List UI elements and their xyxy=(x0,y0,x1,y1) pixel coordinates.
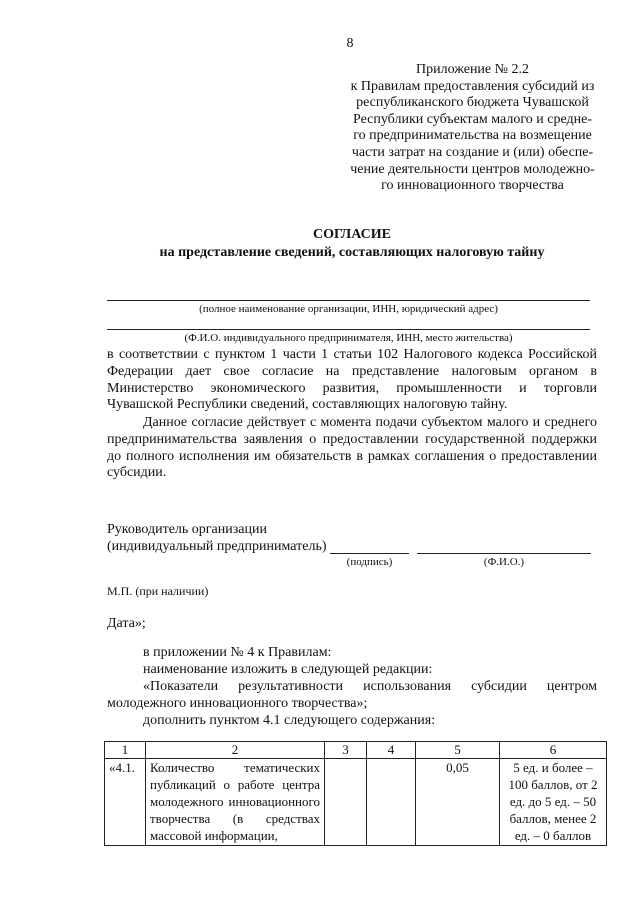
page-number: 8 xyxy=(346,36,354,51)
annex-line: го предпринимательства на возмещение xyxy=(353,128,592,144)
table-cell-empty xyxy=(325,759,367,846)
document-heading xyxy=(107,226,597,262)
date-label: Дата»; xyxy=(107,616,146,631)
table-cell-scores: 5 ед. и более – 100 баллов, от 2 ед. до 5 ед. – 50 баллов, менее 2 ед. – 0 баллов xyxy=(500,759,607,846)
signature-line xyxy=(330,553,409,554)
table-header-cell: 4 xyxy=(367,742,416,759)
table-header-cell: 5 xyxy=(416,742,500,759)
validity-paragraph: Данное согласие действует с момента подачи субъектом малого и среднего предпринимательства заявления о предоставлении государственной поддержки до полного исполнения им обязательств в рамках соглашения о предоставлении субсидии. xyxy=(107,415,597,481)
table-header-cell: 6 xyxy=(500,742,607,759)
annex-line: го инновационного творчества xyxy=(381,178,564,194)
table-cell-indicator: Количество тематических публикаций о работе центра молодежного инновационного творчества (в средствах массовой информации, xyxy=(146,759,325,846)
consent-paragraph: в соответствии с пунктом 1 части 1 статьи 102 Налогового кодекса Российской Федерации дает свое согласие на представление налоговым органом в Министерство экономического развития, промышленности и торговли Чувашской Республики сведений, составляющих налоговую тайну. xyxy=(107,347,597,413)
stamp-label: М.П. (при наличии) xyxy=(107,584,209,598)
amendment-line: «Показатели результативности использования субсидии центром молодежного инновационного творчества»; xyxy=(107,679,597,711)
amendment-line: в приложении № 4 к Правилам: xyxy=(143,645,332,660)
table-header-cell: 2 xyxy=(146,742,325,759)
table-cell-weight: 0,05 xyxy=(416,759,500,846)
signature-role: Руководитель организации xyxy=(107,522,267,537)
name-caption: (Ф.И.О.) xyxy=(483,556,525,568)
signature-role-alt: (индивидуальный предприниматель) xyxy=(107,539,327,554)
org-caption: (полное наименование организации, ИНН, юридический адрес) xyxy=(199,303,498,315)
annex-line: части затрат на создание и (или) обеспе- xyxy=(351,144,594,160)
table-cell-number: «4.1. xyxy=(105,759,146,846)
indicators-table xyxy=(104,741,607,846)
annex-block xyxy=(347,62,598,195)
document-subtitle: на представление сведений, составляющих налоговую тайну xyxy=(159,245,545,260)
annex-line: республиканского бюджета Чувашской xyxy=(356,95,589,111)
org-fill-line xyxy=(107,300,590,301)
table-header-cell: 3 xyxy=(325,742,367,759)
table-header-row xyxy=(105,742,607,759)
document-title: СОГЛАСИЕ xyxy=(313,227,391,242)
name-line xyxy=(417,553,591,554)
signature-caption: (подпись) xyxy=(346,556,393,568)
amendment-line: дополнить пунктом 4.1 следующего содержания: xyxy=(143,713,436,728)
amendment-line: наименование изложить в следующей редакции: xyxy=(143,662,433,677)
annex-line: чение деятельности центров молодежно- xyxy=(350,161,595,177)
ip-caption: (Ф.И.О. индивидуального предпринимателя, ИНН, место жительства) xyxy=(184,332,513,344)
annex-line: Республики субъектам малого и средне- xyxy=(353,111,592,127)
annex-text xyxy=(347,79,598,195)
table-cell-empty xyxy=(367,759,416,846)
table-header-cell: 1 xyxy=(105,742,146,759)
table-row xyxy=(105,759,607,846)
annex-line: к Правилам предоставления субсидий из xyxy=(350,78,595,94)
annex-title: Приложение № 2.2 xyxy=(416,62,529,77)
ip-fill-line xyxy=(107,329,590,330)
